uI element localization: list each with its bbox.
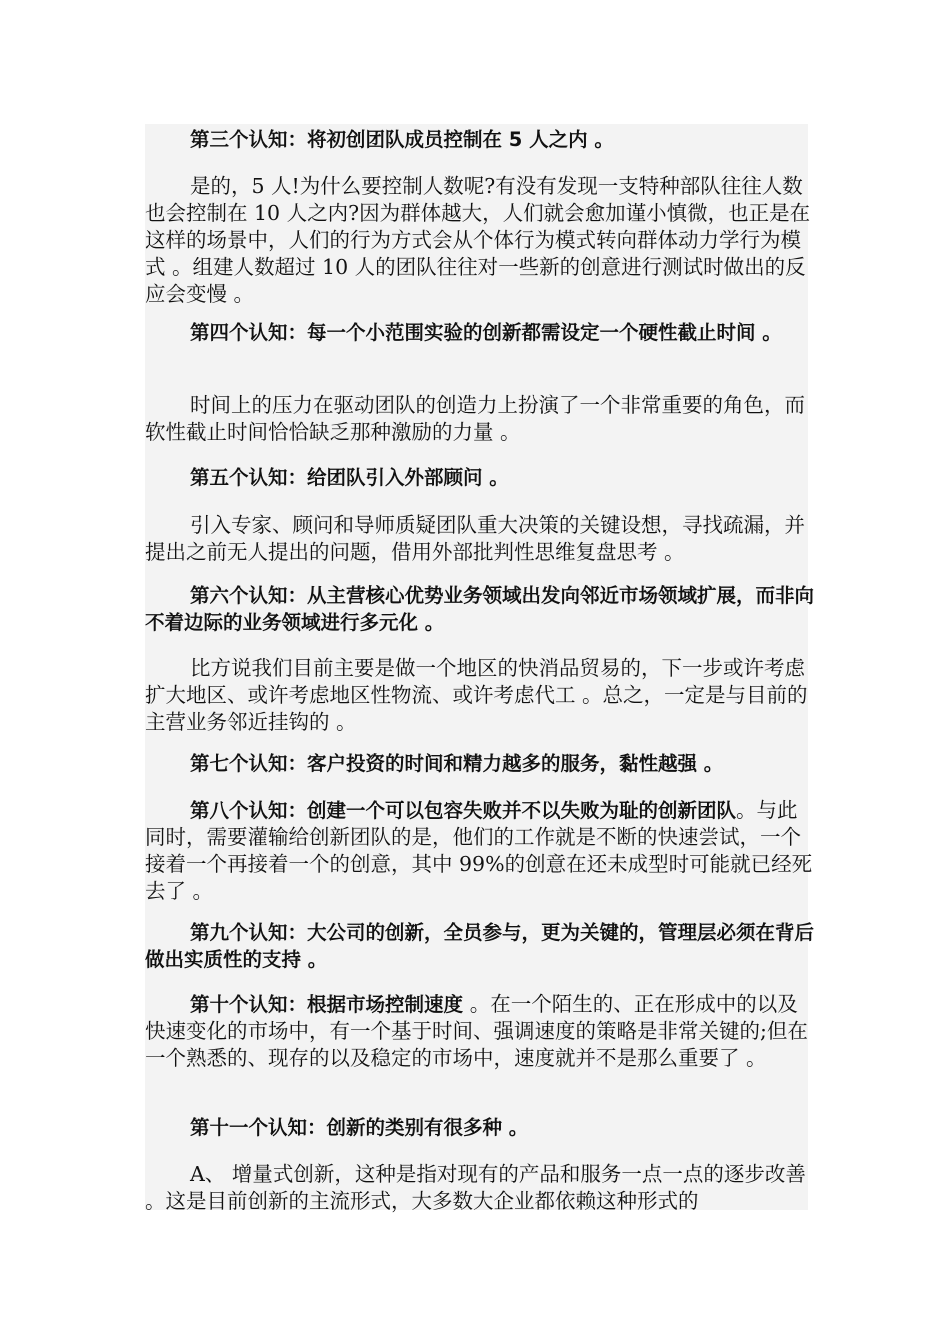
paragraph-cognition-5: 引入专家、顾问和导师质疑团队重大决策的关键设想，寻找疏漏，并提出之前无人提出的问题，借用外部批判性思维复盘思考 。 — [145, 513, 805, 564]
heading-cognition-3: 第三个认知：将初创团队成员控制在 5 人之内 。 — [190, 128, 614, 151]
heading-cognition-11: 第十一个认知：创新的类别有很多种 。 — [190, 1116, 529, 1139]
document-body — [145, 124, 815, 1213]
paragraph-cognition-11-a: A、 增量式创新，这种是指对现有的产品和服务一点一点的逐步改善 。这是目前创新的主流形式，大多数大企业都依赖这种形式的 — [145, 1162, 806, 1213]
paragraph-cognition-4: 时间上的压力在驱动团队的创造力上扮演了一个非常重要的角色，而软性截止时间恰恰缺乏那种激励的力量 。 — [145, 393, 805, 444]
paragraph-cognition-10 — [145, 991, 815, 1072]
heading-cognition-9: 第九个认知：大公司的创新，全员参与，更为关键的，管理层必须在背后做出实质性的支持 。 — [145, 921, 815, 971]
paragraph-cognition-8-text: 。与此同时，需要灌输给创新团队的是，他们的工作就是不断的快速尝试，一个接着一个再接着一个的创意，其中 99%的创意在还未成型时可能就已经死去了 。 — [145, 798, 813, 903]
heading-cognition-8: 第八个认知：创建一个可以包容失败并不以失败为耻的创新团队 — [190, 799, 737, 822]
heading-cognition-5: 第五个认知：给团队引入外部顾问 。 — [190, 466, 509, 489]
paragraph-cognition-6: 比方说我们目前主要是做一个地区的快消品贸易的，下一步或许考虑扩大地区、或许考虑地区性物流、或许考虑代工 。总之，一定是与目前的主营业务邻近挂钩的 。 — [145, 656, 808, 734]
heading-cognition-10: 第十个认知：根据市场控制速度 — [190, 993, 470, 1016]
paragraph-cognition-3: 是的，5 人!为什么要控制人数呢?有没有发现一支特种部队往往人数也会控制在 10 人之内?因为群体越大，人们就会愈加谨小慎微，也正是在这样的场景中，人们的行为方式会从个体行为模式转向群体动力学行为模式 。组建人数超过 10 人的团队往往对一些新的创意进行测试时做出的反应会变慢 。 — [145, 174, 811, 306]
heading-cognition-7: 第七个认知：客户投资的时间和精力越多的服务，黏性越强 。 — [190, 752, 724, 775]
paragraph-cognition-8 — [145, 797, 815, 905]
paragraph-cognition-10-text: 。在一个陌生的、正在形成中的以及快速变化的市场中，有一个基于时间、强调速度的策略是非常关键的;但在一个熟悉的、现存的以及稳定的市场中，速度就并不是那么重要了 。 — [145, 992, 808, 1070]
heading-cognition-4: 第四个认知：每一个小范围实验的创新都需设定一个硬性截止时间 。 — [190, 321, 782, 344]
heading-cognition-6: 第六个认知：从主营核心优势业务领域出发向邻近市场领域扩展，而非向不着边际的业务领域进行多元化 。 — [145, 584, 815, 634]
